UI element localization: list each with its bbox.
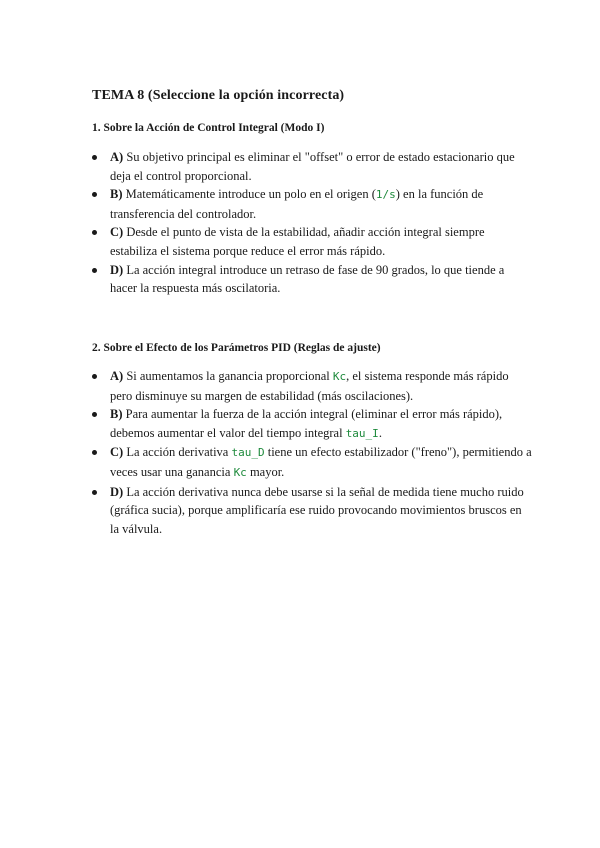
option-text-after: tiene un efecto estabilizador ("freno"), permitiendo a veces usar una ganancia	[110, 445, 532, 479]
option-letter: B)	[110, 187, 123, 202]
inline-code: 1/s	[375, 188, 396, 202]
option-1d	[92, 261, 532, 298]
option-text: Para aumentar la fuerza de la acción integral (eliminar el error más rápido), debemos aumentar el valor del tiempo integral	[110, 407, 503, 440]
option-letter: A)	[110, 150, 124, 164]
option-letter: D)	[110, 262, 124, 277]
question-1-options	[92, 148, 532, 298]
question-2-heading: 2. Sobre el Efecto de los Parámetros PID (Reglas de ajuste)	[92, 342, 381, 354]
option-text: Si aumentamos la ganancia proporcional	[123, 369, 333, 383]
option-text: Desde el punto de vista de la estabilidad, añadir acción integral siempre estabiliza el sistema porque reduce el error más rápido.	[110, 225, 485, 258]
option-letter: C)	[110, 225, 124, 240]
inline-code: Kc	[233, 465, 247, 479]
bullet-icon	[92, 374, 97, 379]
option-1c	[92, 223, 532, 260]
option-2d	[92, 483, 532, 539]
bullet-icon	[92, 450, 97, 455]
bullet-icon	[92, 230, 97, 235]
option-letter: A)	[110, 369, 124, 383]
bullet-icon	[92, 268, 97, 273]
option-letter: D)	[110, 484, 124, 499]
option-2a	[92, 367, 532, 405]
option-2b	[92, 405, 532, 443]
inline-code: Kc	[332, 370, 347, 383]
option-2c	[92, 443, 532, 482]
inline-code: tau_I	[345, 426, 379, 440]
option-1a	[92, 148, 532, 185]
option-text: Matemáticamente introduce un polo en el origen (	[122, 187, 376, 202]
option-text: La acción integral introduce un retraso de fase de 90 grados, lo que tiende a hacer la respuesta más oscilatoria.	[110, 262, 505, 296]
option-text: Su objetivo principal es eliminar el "offset" o error de estado estacionario que deja el control proporcional.	[110, 150, 515, 183]
option-letter: B)	[110, 407, 123, 422]
option-text-after: mayor.	[246, 464, 285, 479]
option-text-after: , el sistema responde más rápido pero disminuye su margen de estabilidad (más oscilaciones).	[110, 369, 509, 403]
inline-code: tau_D	[231, 446, 265, 460]
bullet-icon	[92, 490, 97, 495]
option-text: La acción derivativa nunca debe usarse si la señal de medida tiene mucho ruido (gráfica sucia), porque amplificaría ese ruido provocando movimientos bruscos en la válvula.	[110, 484, 524, 536]
option-letter: C)	[110, 445, 124, 460]
option-1b	[92, 185, 532, 223]
question-2-options	[92, 367, 532, 538]
bullet-icon	[92, 155, 97, 160]
option-text-after: ) en la función de transferencia del controlador.	[110, 187, 484, 221]
document-title: TEMA 8 (Seleccione la opción incorrecta)	[92, 88, 345, 103]
question-1-heading: 1. Sobre la Acción de Control Integral (Modo I)	[92, 122, 325, 134]
option-text: La acción derivativa	[123, 445, 232, 460]
bullet-icon	[92, 412, 97, 417]
bullet-icon	[92, 192, 97, 197]
option-text-after: .	[378, 425, 382, 440]
